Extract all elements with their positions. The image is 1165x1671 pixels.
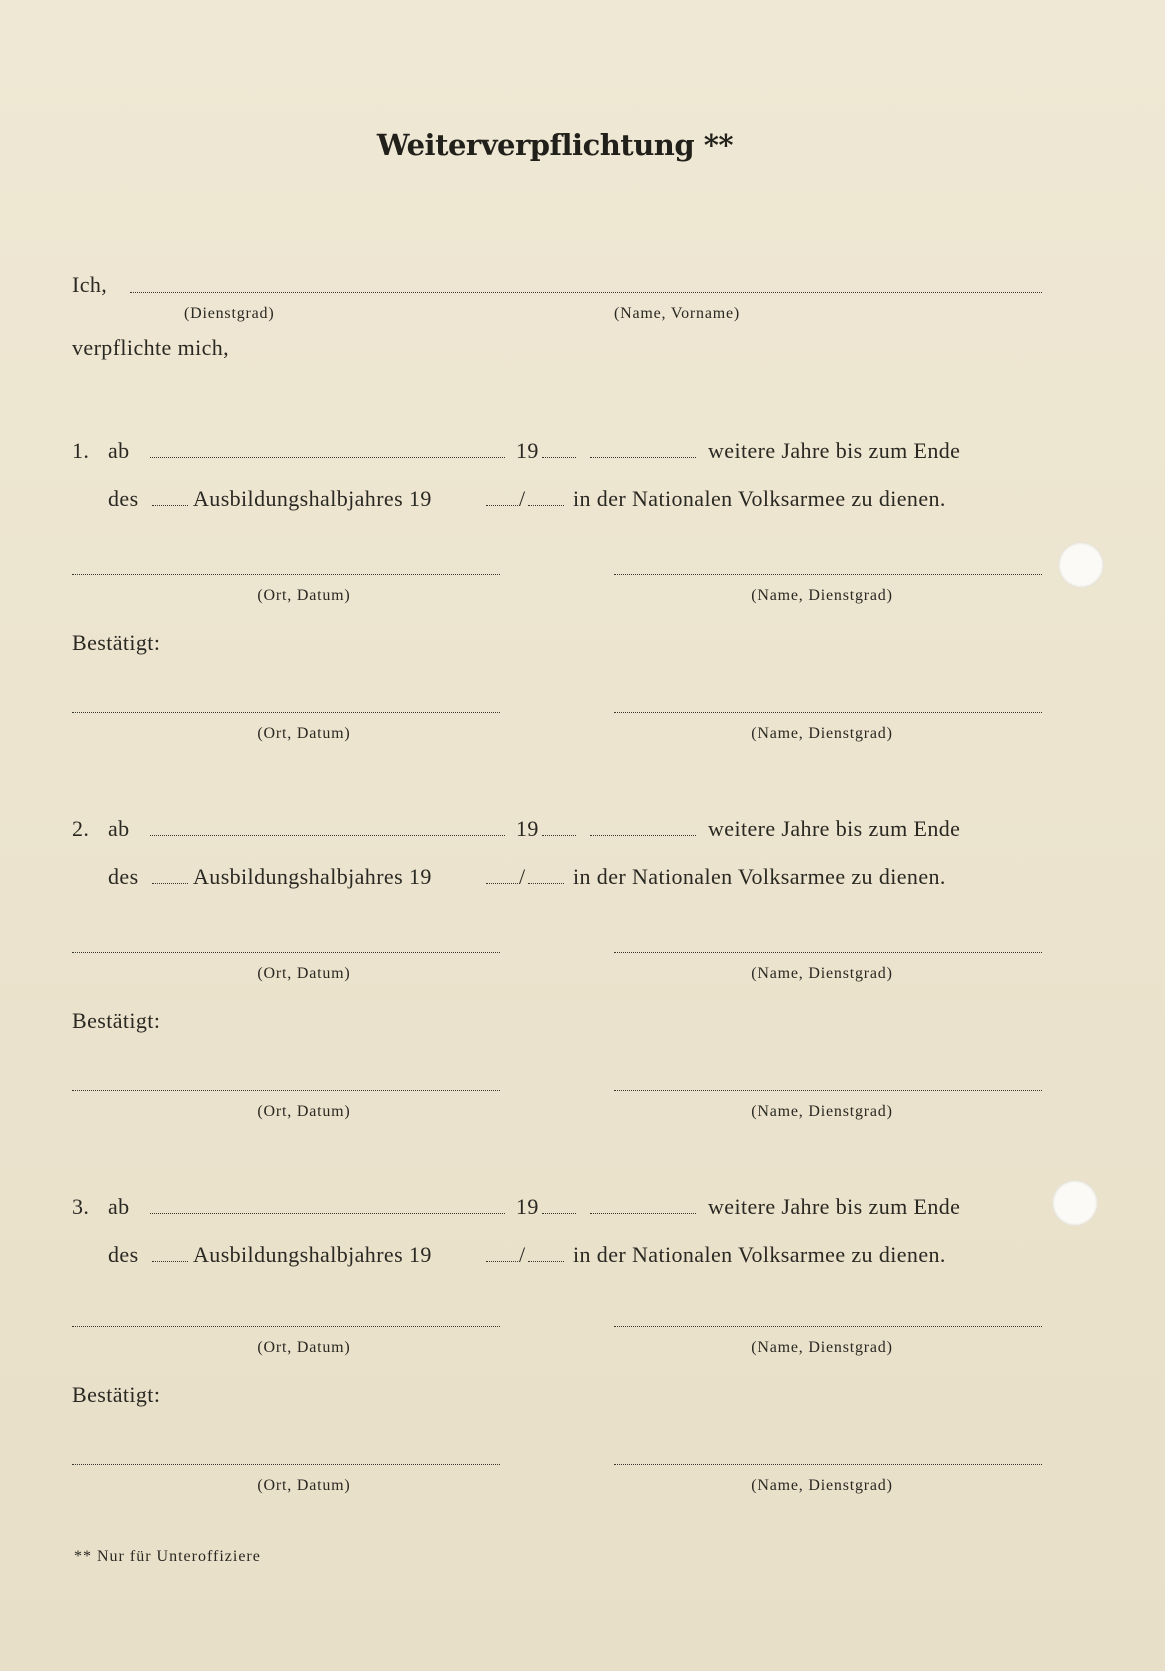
confirm-name-dienstgrad-dotted-line[interactable]	[614, 1090, 1042, 1091]
confirm-ort-datum-dotted-line[interactable]	[72, 1090, 500, 1091]
weitere-jahre-text: weitere Jahre bis zum Ende	[708, 1194, 961, 1219]
years-count-dotted-line[interactable]	[590, 457, 696, 458]
ort-datum-caption: (Ort, Datum)	[257, 965, 351, 982]
confirm-ort-datum-dotted-line[interactable]	[72, 712, 500, 713]
punch-hole-bottom	[1052, 1180, 1098, 1226]
page-title: Weiterverpflichtung **	[376, 128, 734, 162]
slash: /	[519, 1242, 526, 1267]
confirm-ort-datum-dotted-line[interactable]	[72, 1464, 500, 1465]
confirm-name-dienstgrad-caption: (Name, Dienstgrad)	[751, 1103, 893, 1120]
ort-datum-caption: (Ort, Datum)	[257, 1339, 351, 1356]
section-number: 2.	[72, 816, 90, 841]
ausbildung-text: Ausbildungshalbjahres 19	[193, 1242, 432, 1267]
slash: /	[519, 486, 526, 511]
des-label: des	[108, 864, 139, 889]
bestaetigt-label: Bestätigt:	[72, 1382, 161, 1407]
punch-hole-top	[1058, 542, 1104, 588]
weitere-jahre-text: weitere Jahre bis zum Ende	[708, 816, 961, 841]
weitere-jahre-text: weitere Jahre bis zum Ende	[708, 438, 961, 463]
des-label: des	[108, 1242, 139, 1267]
name-dienstgrad-dotted-line[interactable]	[614, 574, 1042, 575]
bestaetigt-label: Bestätigt:	[72, 630, 161, 655]
years-count-dotted-line[interactable]	[590, 1213, 696, 1214]
start-date-dotted-line[interactable]	[150, 457, 505, 458]
nva-text: in der Nationalen Volksarmee zu dienen.	[573, 864, 946, 889]
year-to-dotted-line[interactable]	[528, 1261, 564, 1262]
halbjahr-dotted-line[interactable]	[152, 1261, 188, 1262]
start-date-dotted-line[interactable]	[150, 835, 505, 836]
slash: /	[519, 864, 526, 889]
halbjahr-dotted-line[interactable]	[152, 883, 188, 884]
start-date-dotted-line[interactable]	[150, 1213, 505, 1214]
confirm-ort-datum-caption: (Ort, Datum)	[257, 1103, 351, 1120]
footnote: ** Nur für Unteroffiziere	[74, 1548, 261, 1565]
ausbildung-text: Ausbildungshalbjahres 19	[193, 864, 432, 889]
year-from-dotted-line[interactable]	[486, 505, 520, 506]
ort-datum-dotted-line[interactable]	[72, 574, 500, 575]
nva-text: in der Nationalen Volksarmee zu dienen.	[573, 1242, 946, 1267]
name-dienstgrad-dotted-line[interactable]	[614, 952, 1042, 953]
confirm-name-dienstgrad-dotted-line[interactable]	[614, 1464, 1042, 1465]
name-dienstgrad-caption: (Name, Dienstgrad)	[751, 965, 893, 982]
name-dotted-line[interactable]	[130, 292, 1042, 293]
halbjahr-dotted-line[interactable]	[152, 505, 188, 506]
dienstgrad-caption: (Dienstgrad)	[184, 305, 275, 322]
ort-datum-dotted-line[interactable]	[72, 952, 500, 953]
name-dienstgrad-caption: (Name, Dienstgrad)	[751, 1339, 893, 1356]
ich-label: Ich,	[72, 272, 108, 297]
ab-label: ab	[108, 816, 130, 841]
confirm-ort-datum-caption: (Ort, Datum)	[257, 1477, 351, 1494]
year-prefix: 19	[516, 816, 539, 841]
ort-datum-dotted-line[interactable]	[72, 1326, 500, 1327]
confirm-name-dienstgrad-caption: (Name, Dienstgrad)	[751, 1477, 893, 1494]
name-dienstgrad-dotted-line[interactable]	[614, 1326, 1042, 1327]
name-dienstgrad-caption: (Name, Dienstgrad)	[751, 587, 893, 604]
verpflichte-text: verpflichte mich,	[72, 335, 230, 360]
confirm-name-dienstgrad-dotted-line[interactable]	[614, 712, 1042, 713]
year-dotted-line[interactable]	[542, 1213, 576, 1214]
ort-datum-caption: (Ort, Datum)	[257, 587, 351, 604]
des-label: des	[108, 486, 139, 511]
year-prefix: 19	[516, 438, 539, 463]
year-dotted-line[interactable]	[542, 457, 576, 458]
ausbildung-text: Ausbildungshalbjahres 19	[193, 486, 432, 511]
confirm-name-dienstgrad-caption: (Name, Dienstgrad)	[751, 725, 893, 742]
year-to-dotted-line[interactable]	[528, 883, 564, 884]
bestaetigt-label: Bestätigt:	[72, 1008, 161, 1033]
section-number: 3.	[72, 1194, 90, 1219]
name-vorname-caption: (Name, Vorname)	[614, 305, 741, 322]
year-prefix: 19	[516, 1194, 539, 1219]
year-from-dotted-line[interactable]	[486, 1261, 520, 1262]
year-to-dotted-line[interactable]	[528, 505, 564, 506]
nva-text: in der Nationalen Volksarmee zu dienen.	[573, 486, 946, 511]
section-number: 1.	[72, 438, 90, 463]
year-dotted-line[interactable]	[542, 835, 576, 836]
ab-label: ab	[108, 1194, 130, 1219]
confirm-ort-datum-caption: (Ort, Datum)	[257, 725, 351, 742]
ab-label: ab	[108, 438, 130, 463]
year-from-dotted-line[interactable]	[486, 883, 520, 884]
years-count-dotted-line[interactable]	[590, 835, 696, 836]
